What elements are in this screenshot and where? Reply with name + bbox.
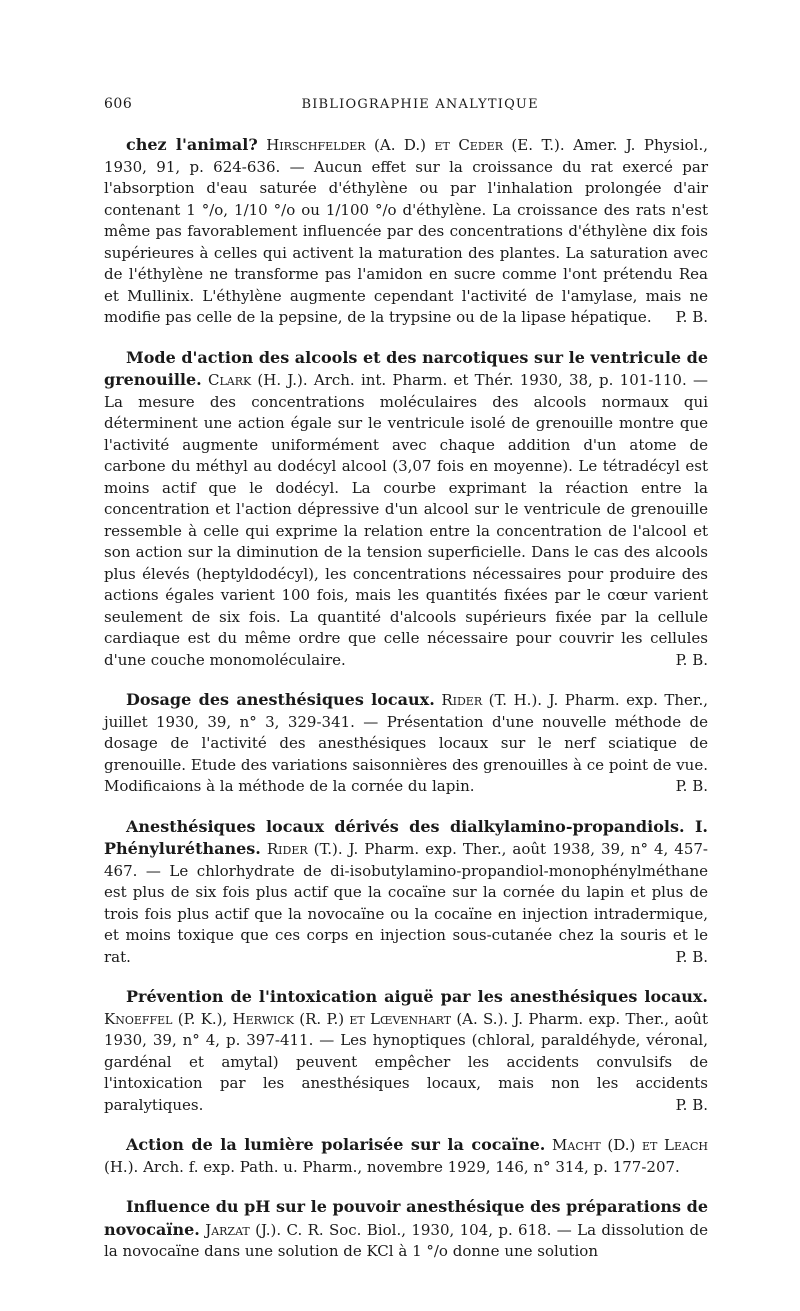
entry-heading: Action de la lumière polarisée sur la cocaïne. xyxy=(126,1135,546,1154)
bibliography-entry xyxy=(104,986,708,1116)
bibliography-entry xyxy=(104,134,708,329)
page-number: 606 xyxy=(104,96,133,112)
entry-heading: Dosage des anesthésiques locaux. xyxy=(126,690,435,709)
entry-body: C. R. Soc. Biol., 1930, 104, p. 618. — La dissolution de la novocaïne dans une solution de KCl à 1 °/o donne une solution xyxy=(104,1220,708,1260)
entry-signature: P. B. xyxy=(675,308,708,326)
page-header xyxy=(104,96,708,112)
entry-heading: chez l'animal? xyxy=(126,135,258,154)
entry-body: J. Pharm. exp. Ther., juillet 1930, 39, n° 3, 329-341. — Présentation d'une nouvelle méthode de dosage de l'activité des anesthésiques locaux sur le nerf sciatique de grenouille. Etude des variations saisonnières des grenouilles à ce point de vue. Modificaions à la méthode de la cornée du lapin. xyxy=(104,691,708,795)
bibliography-entry xyxy=(104,689,708,798)
entry-authors: Rider (T.). xyxy=(266,840,343,858)
entry-body: Arch. f. exp. Path. u. Pharm., novembre 1929, 146, n° 314, p. 177-207. xyxy=(138,1157,680,1176)
bibliography-entry xyxy=(104,816,708,969)
entry-authors: Clark (H. J.). xyxy=(207,371,308,389)
entry-body: Amer. J. Physiol., 1930, 91, p. 624-636. — Aucun effet sur la croissance du rat exercé par l'absorption d'eau saturée d'éthylène ou par l'inhalation prolongée d'air contenant 1 °/o, 1/10 °/o ou 1/100 °/o d'éthylène. La croissance des rats n'est même pas favorablement influencée par des concentrations d'éthylène dix fois supérieures à celles qui activent la maturation des plantes. La saturation avec de l'éthylène ne transforme pas l'amidon en sucre comme l'ont prétendu Rea et Mullinix. L'éthylène augmente cependant l'activité de l'amylase, mais ne modifie pas celle de la pepsine, de la trypsine ou de la lipase hépatique. xyxy=(104,136,708,326)
entry-heading: Mode d'action des alcools et des narcotiques sur le ventricule de grenouille. xyxy=(104,347,709,389)
entry-body: J. Pharm. exp. Ther., août 1938, 39, n° 4, 457-467. — Le chlorhydrate de di-isobutylamino-propandiol-monophénylméthane est plus de six fois plus actif que la cocaïne sur la cornée du lapin et plus de trois fois plus actif que la novocaïne ou la cocaïne en injection intradermique, et moins toxique que ces corps en injection sous-cutanée chez la souris et le rat. xyxy=(104,840,708,966)
entry-signature: P. B. xyxy=(675,777,708,795)
bibliography-entry xyxy=(104,1134,708,1178)
entry-heading: Prévention de l'intoxication aiguë par les anesthésiques locaux. xyxy=(126,987,708,1006)
entry-signature: P. B. xyxy=(675,1095,708,1114)
entry-authors: Jarzat (J.). xyxy=(205,1220,282,1239)
bibliography-entry xyxy=(104,347,708,672)
entry-heading: Anesthésiques locaux dérivés des dialkylamino-propandiols. I. Phényluréthanes. xyxy=(104,816,708,858)
entry-signature: P. B. xyxy=(675,650,708,669)
entry-heading: Influence du pH sur le pouvoir anesthésique des préparations de novocaïne. xyxy=(104,1197,708,1239)
bibliography-entry xyxy=(104,1196,708,1263)
entry-authors: Rider (T. H.). xyxy=(441,691,543,709)
entry-authors: Hirschfelder (A. D.) et Ceder (E. T.). xyxy=(266,136,565,154)
entry-body: Arch. int. Pharm. et Thér. 1930, 38, p. 101-110. — La mesure des concentrations moléculaires des alcools normaux qui déterminent une action égale sur le ventricule isolé de grenouille montre que l'activité augmente uniformément avec chaque addition d'un atome de carbone du méthyl au dodécyl alcool (3,07 fois en moyenne). Le tétradécyl est moins actif que le dodécyl. La courbe exprimant la réaction entre la concentration et l'action dépressive d'un alcool sur le ventricule de grenouille ressemble à celle qui exprime la relation entre la concentration de l'alcool et son action sur la diminution de la tension superficielle. Dans le cas des alcools plus élevés (heptyldodécyl), les concentrations nécessaires pour produire des actions égales varient 100 fois, mais les quantités fixées par le cœur varient seulement de six fois. La quantité d'alcools supérieurs fixée par la cellule cardiaque est du même ordre que celle nécessaire pour couvrir les cellules d'une couche monomoléculaire. xyxy=(104,371,708,669)
running-title: BIBLIOGRAPHIE ANALYTIQUE xyxy=(301,97,539,112)
entry-body: J. Pharm. exp. Ther., août 1930, 39, n° 4, p. 397-411. — Les hynoptiques (chloral, paraldéhyde, véronal, gardénal et amytal) peuvent empêcher les accidents convulsifs de l'intoxication par les anesthésiques locaux, mais non les accidents paralytiques. xyxy=(104,1009,708,1114)
entry-signature: P. B. xyxy=(675,947,708,966)
entry-authors: Knoeffel (P. K.), Herwick (R. P.) et Lœvenhart (A. S.). xyxy=(104,1009,509,1028)
entry-authors: Macht (D.) et Leach (H.). xyxy=(104,1136,708,1176)
